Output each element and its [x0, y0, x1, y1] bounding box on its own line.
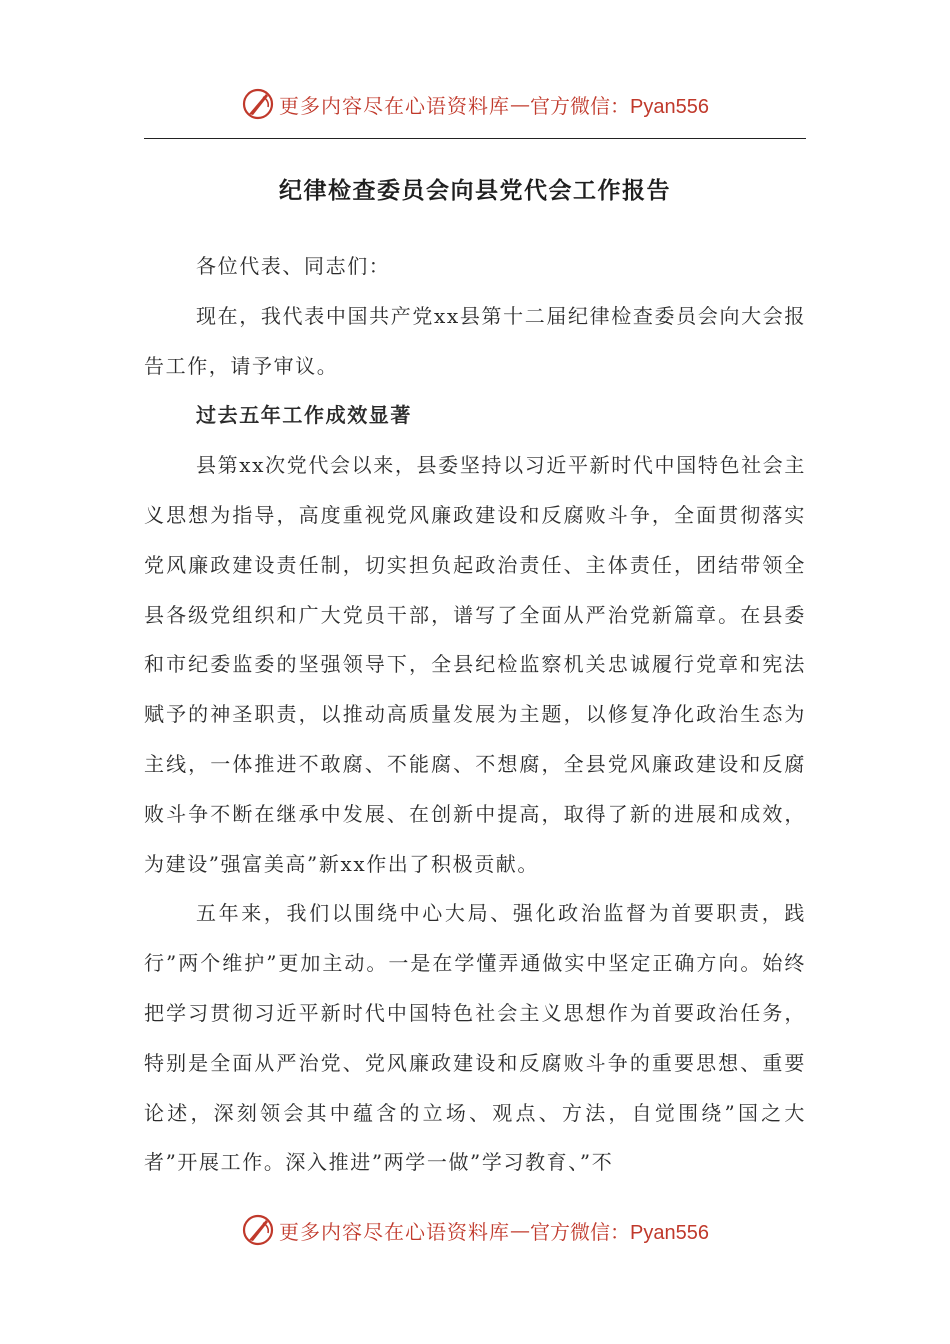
footer-watermark-banner	[0, 1210, 950, 1250]
document-title: 纪律检查委员会向县党代会工作报告	[279, 178, 671, 204]
document-body	[144, 242, 806, 1188]
banner-separator: —	[510, 1218, 531, 1242]
body-paragraph-1: 县第xx次党代会以来，县委坚持以习近平新时代中国特色社会主义思想为指导，高度重视党风廉政建设和反腐败斗争，全面贯彻落实党风廉政建设责任制，切实担负起政治责任、主体责任，团结带领全县各级党组织和广大党员干部，谱写了全面从严治党新篇章。在县委和市纪委监委的坚强领导下，全县纪检监察机关忠诚履行党章和宪法赋予的神圣职责，以推动高质量发展为主题，以修复净化政治生态为主线，一体推进不敢腐、不能腐、不想腐，全县党风廉政建设和反腐败斗争不断在继承中发展、在创新中提高，取得了新的进展和成效，为建设”强富美高”新xx作出了积极贡献。	[144, 453, 806, 876]
banner-separator: —	[510, 92, 531, 116]
banner-site-text: 更多内容尽在心语资料库	[279, 1219, 511, 1244]
header-watermark-banner	[0, 84, 950, 124]
banner-wechat-text: 官方微信：Pyan556	[530, 1221, 709, 1244]
header-divider	[144, 138, 806, 139]
body-paragraph-2: 五年来，我们以围绕中心大局、强化政治监督为首要职责，践行”两个维护”更加主动。一是在学懂弄通做实中坚定正确方向。始终把学习贯彻习近平新时代中国特色社会主义思想作为首要政治任务，特别是全面从严治党、党风廉政建设和反腐败斗争的重要思想、重要论述，深刻领会其中蕴含的立场、观点、方法，自觉围绕”国之大者”开展工作。深入推进”两学一做”学习教育、”不	[144, 901, 806, 1175]
banner-site-text: 更多内容尽在心语资料库	[279, 93, 511, 118]
intro-paragraph: 现在，我代表中国共产党xx县第十二届纪律检查委员会向大会报告工作，请予审议。	[144, 303, 806, 378]
quill-logo-icon	[241, 87, 275, 121]
quill-logo-icon	[241, 1213, 275, 1247]
banner-wechat-text: 官方微信：Pyan556	[530, 95, 709, 118]
greeting-paragraph: 各位代表、同志们：	[196, 254, 391, 278]
section-heading: 过去五年工作成效显著	[196, 403, 412, 428]
